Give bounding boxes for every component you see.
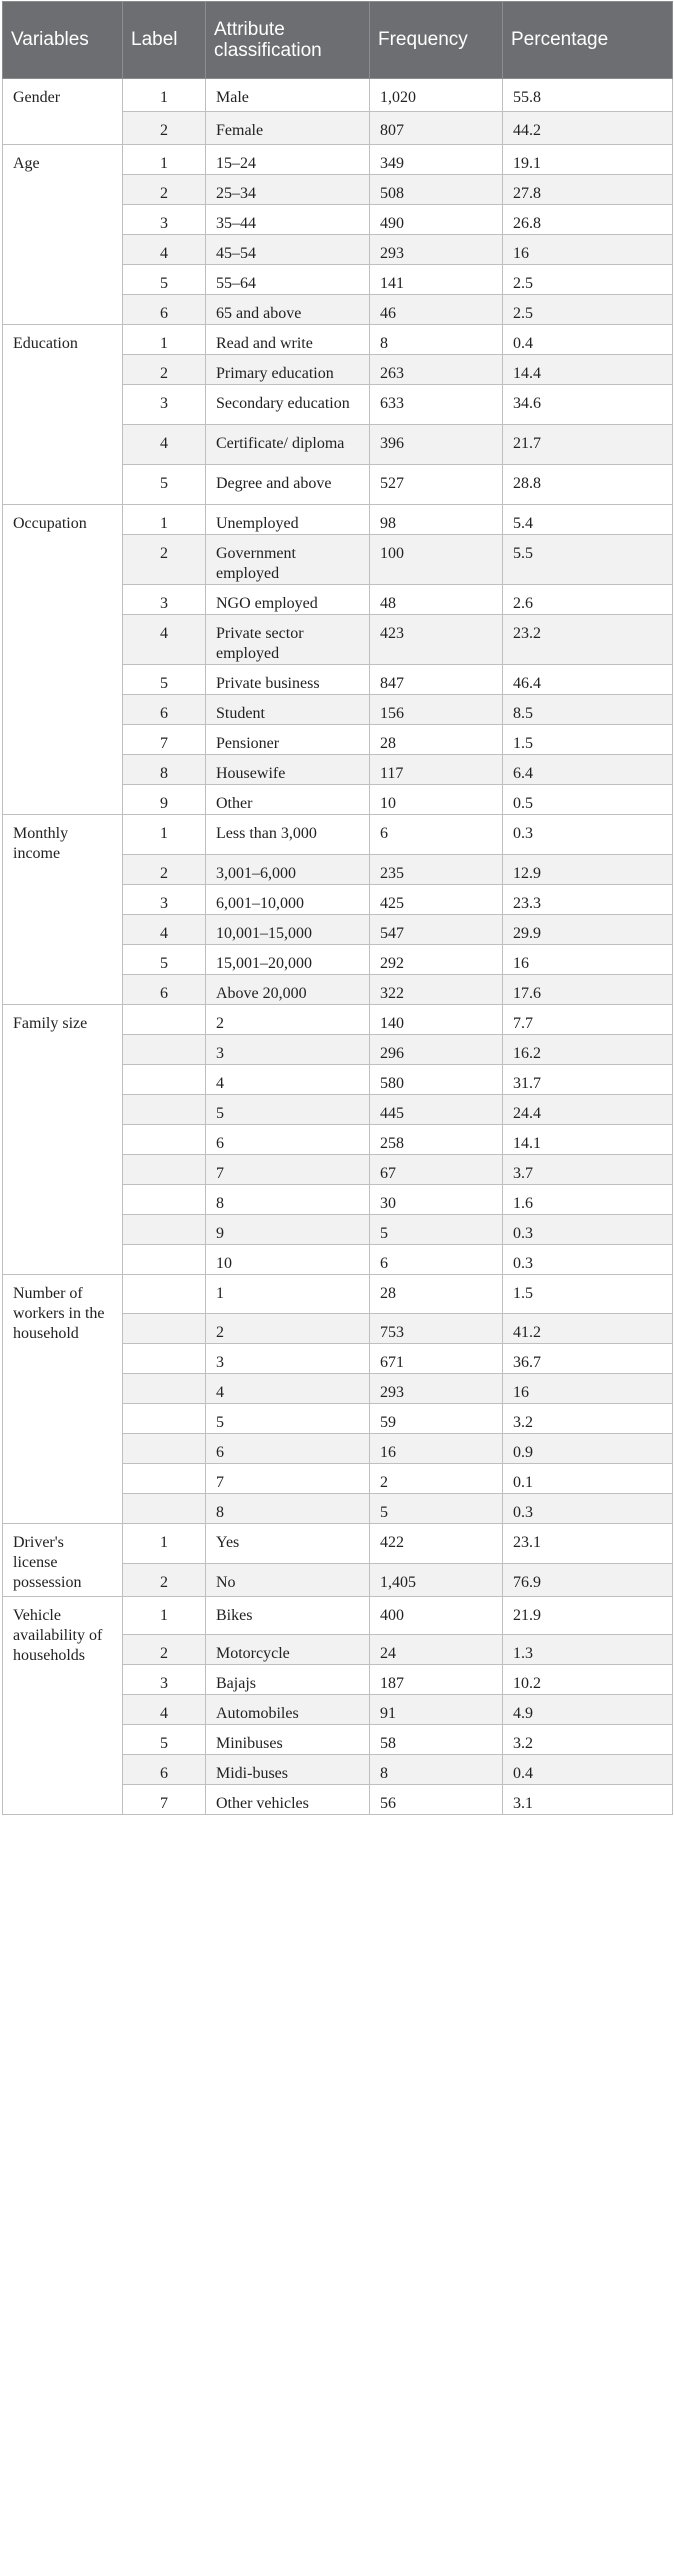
cell-attribute: 2 xyxy=(206,1005,370,1035)
cell-variable: Monthly income xyxy=(3,815,123,1005)
cell-frequency: 8 xyxy=(370,325,503,355)
cell-label: 1 xyxy=(123,1597,206,1635)
cell-percentage: 0.3 xyxy=(503,1494,673,1524)
cell-label: 7 xyxy=(123,725,206,755)
cell-attribute: 6 xyxy=(206,1125,370,1155)
cell-attribute: 6,001–10,000 xyxy=(206,885,370,915)
cell-frequency: 633 xyxy=(370,385,503,425)
cell-attribute: 15–24 xyxy=(206,145,370,175)
cell-label xyxy=(123,1005,206,1035)
cell-attribute: Yes xyxy=(206,1524,370,1564)
cell-label: 5 xyxy=(123,665,206,695)
table-body xyxy=(3,79,673,1815)
cell-attribute: 7 xyxy=(206,1464,370,1494)
cell-percentage: 0.3 xyxy=(503,1215,673,1245)
cell-attribute: 35–44 xyxy=(206,205,370,235)
header-variables: Variables xyxy=(3,2,123,79)
cell-label: 5 xyxy=(123,465,206,505)
cell-attribute: 3,001–6,000 xyxy=(206,855,370,885)
cell-frequency: 258 xyxy=(370,1125,503,1155)
cell-label: 4 xyxy=(123,425,206,465)
cell-attribute: 4 xyxy=(206,1374,370,1404)
cell-label xyxy=(123,1344,206,1374)
cell-attribute: NGO employed xyxy=(206,585,370,615)
cell-frequency: 292 xyxy=(370,945,503,975)
cell-frequency: 508 xyxy=(370,175,503,205)
cell-variable: Education xyxy=(3,325,123,505)
cell-attribute: Other xyxy=(206,785,370,815)
cell-attribute: 4 xyxy=(206,1065,370,1095)
cell-label: 5 xyxy=(123,265,206,295)
cell-frequency: 24 xyxy=(370,1635,503,1665)
cell-percentage: 1.3 xyxy=(503,1635,673,1665)
cell-label: 1 xyxy=(123,505,206,535)
header-frequency: Frequency xyxy=(370,2,503,79)
cell-attribute: Read and write xyxy=(206,325,370,355)
cell-percentage: 17.6 xyxy=(503,975,673,1005)
table-row xyxy=(3,1005,673,1035)
cell-label xyxy=(123,1494,206,1524)
cell-percentage: 1.5 xyxy=(503,1275,673,1314)
cell-attribute: 8 xyxy=(206,1494,370,1524)
cell-label: 2 xyxy=(123,112,206,145)
cell-attribute: 65 and above xyxy=(206,295,370,325)
cell-attribute: Bikes xyxy=(206,1597,370,1635)
cell-label: 3 xyxy=(123,1665,206,1695)
cell-percentage: 21.7 xyxy=(503,425,673,465)
cell-attribute: Unemployed xyxy=(206,505,370,535)
table-header xyxy=(3,2,673,79)
cell-attribute: Housewife xyxy=(206,755,370,785)
table-row xyxy=(3,1275,673,1314)
cell-label: 3 xyxy=(123,205,206,235)
cell-label: 2 xyxy=(123,175,206,205)
cell-label xyxy=(123,1374,206,1404)
cell-percentage: 46.4 xyxy=(503,665,673,695)
cell-label: 6 xyxy=(123,695,206,725)
cell-percentage: 3.2 xyxy=(503,1404,673,1434)
cell-percentage: 1.5 xyxy=(503,725,673,755)
cell-percentage: 26.8 xyxy=(503,205,673,235)
cell-attribute: Midi-buses xyxy=(206,1755,370,1785)
cell-frequency: 140 xyxy=(370,1005,503,1035)
cell-frequency: 293 xyxy=(370,235,503,265)
cell-label: 2 xyxy=(123,1635,206,1665)
header-row xyxy=(3,2,673,79)
cell-percentage: 23.3 xyxy=(503,885,673,915)
table-row xyxy=(3,145,673,175)
cell-label xyxy=(123,1215,206,1245)
cell-frequency: 263 xyxy=(370,355,503,385)
cell-frequency: 48 xyxy=(370,585,503,615)
cell-percentage: 12.9 xyxy=(503,855,673,885)
cell-frequency: 396 xyxy=(370,425,503,465)
cell-attribute: Automobiles xyxy=(206,1695,370,1725)
cell-label: 1 xyxy=(123,145,206,175)
cell-label: 5 xyxy=(123,945,206,975)
cell-attribute: 5 xyxy=(206,1404,370,1434)
cell-percentage: 14.1 xyxy=(503,1125,673,1155)
cell-attribute: Female xyxy=(206,112,370,145)
cell-label xyxy=(123,1065,206,1095)
cell-attribute: 1 xyxy=(206,1275,370,1314)
cell-label: 2 xyxy=(123,855,206,885)
cell-frequency: 6 xyxy=(370,1245,503,1275)
cell-percentage: 36.7 xyxy=(503,1344,673,1374)
cell-frequency: 296 xyxy=(370,1035,503,1065)
cell-frequency: 141 xyxy=(370,265,503,295)
cell-attribute: 45–54 xyxy=(206,235,370,265)
cell-label xyxy=(123,1095,206,1125)
cell-frequency: 400 xyxy=(370,1597,503,1635)
cell-label xyxy=(123,1125,206,1155)
cell-frequency: 56 xyxy=(370,1785,503,1815)
cell-label: 6 xyxy=(123,975,206,1005)
cell-frequency: 58 xyxy=(370,1725,503,1755)
cell-frequency: 59 xyxy=(370,1404,503,1434)
cell-variable: Gender xyxy=(3,79,123,145)
cell-variable: Vehicle availability of households xyxy=(3,1597,123,1815)
cell-attribute: Above 20,000 xyxy=(206,975,370,1005)
cell-frequency: 527 xyxy=(370,465,503,505)
cell-attribute: 3 xyxy=(206,1344,370,1374)
cell-frequency: 293 xyxy=(370,1374,503,1404)
cell-label: 6 xyxy=(123,1755,206,1785)
cell-percentage: 0.4 xyxy=(503,325,673,355)
cell-frequency: 10 xyxy=(370,785,503,815)
cell-frequency: 1,020 xyxy=(370,79,503,112)
cell-label: 4 xyxy=(123,235,206,265)
cell-label: 4 xyxy=(123,915,206,945)
cell-attribute: Government employed xyxy=(206,535,370,585)
cell-attribute: Less than 3,000 xyxy=(206,815,370,855)
cell-percentage: 7.7 xyxy=(503,1005,673,1035)
cell-label: 2 xyxy=(123,1564,206,1597)
cell-frequency: 807 xyxy=(370,112,503,145)
cell-percentage: 0.9 xyxy=(503,1434,673,1464)
cell-label: 1 xyxy=(123,325,206,355)
cell-frequency: 349 xyxy=(370,145,503,175)
cell-percentage: 27.8 xyxy=(503,175,673,205)
cell-frequency: 28 xyxy=(370,725,503,755)
cell-percentage: 0.3 xyxy=(503,1245,673,1275)
cell-percentage: 16 xyxy=(503,1374,673,1404)
cell-frequency: 445 xyxy=(370,1095,503,1125)
cell-percentage: 8.5 xyxy=(503,695,673,725)
cell-label: 1 xyxy=(123,79,206,112)
cell-attribute: Secondary education xyxy=(206,385,370,425)
cell-frequency: 547 xyxy=(370,915,503,945)
cell-percentage: 23.1 xyxy=(503,1524,673,1564)
cell-attribute: Minibuses xyxy=(206,1725,370,1755)
cell-frequency: 671 xyxy=(370,1344,503,1374)
cell-frequency: 156 xyxy=(370,695,503,725)
cell-frequency: 580 xyxy=(370,1065,503,1095)
table-row xyxy=(3,79,673,112)
cell-label: 4 xyxy=(123,615,206,665)
cell-percentage: 2.5 xyxy=(503,295,673,325)
cell-variable: Occupation xyxy=(3,505,123,815)
cell-percentage: 2.6 xyxy=(503,585,673,615)
cell-percentage: 0.3 xyxy=(503,815,673,855)
cell-percentage: 4.9 xyxy=(503,1695,673,1725)
cell-attribute: 9 xyxy=(206,1215,370,1245)
cell-frequency: 753 xyxy=(370,1314,503,1344)
cell-label: 2 xyxy=(123,535,206,585)
cell-percentage: 34.6 xyxy=(503,385,673,425)
cell-label: 6 xyxy=(123,295,206,325)
cell-percentage: 55.8 xyxy=(503,79,673,112)
cell-attribute: Degree and above xyxy=(206,465,370,505)
cell-attribute: No xyxy=(206,1564,370,1597)
cell-frequency: 5 xyxy=(370,1215,503,1245)
cell-attribute: Other vehicles xyxy=(206,1785,370,1815)
cell-frequency: 6 xyxy=(370,815,503,855)
cell-label: 4 xyxy=(123,1695,206,1725)
cell-attribute: 10,001–15,000 xyxy=(206,915,370,945)
cell-percentage: 1.6 xyxy=(503,1185,673,1215)
cell-label: 2 xyxy=(123,355,206,385)
header-label: Label xyxy=(123,2,206,79)
cell-percentage: 41.2 xyxy=(503,1314,673,1344)
cell-variable: Number of workers in the household xyxy=(3,1275,123,1524)
cell-percentage: 19.1 xyxy=(503,145,673,175)
cell-attribute: 8 xyxy=(206,1185,370,1215)
header-attribute-classification: Attribute classification xyxy=(206,2,370,79)
cell-attribute: 7 xyxy=(206,1155,370,1185)
cell-percentage: 10.2 xyxy=(503,1665,673,1695)
cell-attribute: 6 xyxy=(206,1434,370,1464)
cell-frequency: 16 xyxy=(370,1434,503,1464)
cell-label: 8 xyxy=(123,755,206,785)
cell-label xyxy=(123,1434,206,1464)
cell-attribute: 10 xyxy=(206,1245,370,1275)
cell-percentage: 31.7 xyxy=(503,1065,673,1095)
cell-label: 3 xyxy=(123,885,206,915)
cell-variable: Age xyxy=(3,145,123,325)
cell-percentage: 6.4 xyxy=(503,755,673,785)
table-row xyxy=(3,505,673,535)
cell-variable: Driver's license possession xyxy=(3,1524,123,1597)
cell-percentage: 2.5 xyxy=(503,265,673,295)
cell-percentage: 21.9 xyxy=(503,1597,673,1635)
cell-label xyxy=(123,1275,206,1314)
cell-attribute: Certificate/ diploma xyxy=(206,425,370,465)
cell-attribute: Primary education xyxy=(206,355,370,385)
cell-label xyxy=(123,1464,206,1494)
cell-percentage: 28.8 xyxy=(503,465,673,505)
cell-frequency: 46 xyxy=(370,295,503,325)
cell-label xyxy=(123,1185,206,1215)
cell-frequency: 28 xyxy=(370,1275,503,1314)
cell-frequency: 235 xyxy=(370,855,503,885)
cell-percentage: 0.4 xyxy=(503,1755,673,1785)
cell-frequency: 322 xyxy=(370,975,503,1005)
cell-frequency: 490 xyxy=(370,205,503,235)
cell-attribute: Pensioner xyxy=(206,725,370,755)
cell-label: 5 xyxy=(123,1725,206,1755)
cell-percentage: 16 xyxy=(503,235,673,265)
cell-percentage: 0.5 xyxy=(503,785,673,815)
cell-percentage: 5.4 xyxy=(503,505,673,535)
cell-frequency: 8 xyxy=(370,1755,503,1785)
cell-percentage: 29.9 xyxy=(503,915,673,945)
cell-label: 1 xyxy=(123,815,206,855)
table-row xyxy=(3,325,673,355)
cell-frequency: 5 xyxy=(370,1494,503,1524)
data-table xyxy=(2,1,673,1815)
cell-attribute: 15,001–20,000 xyxy=(206,945,370,975)
cell-percentage: 44.2 xyxy=(503,112,673,145)
cell-percentage: 76.9 xyxy=(503,1564,673,1597)
cell-frequency: 423 xyxy=(370,615,503,665)
cell-label xyxy=(123,1035,206,1065)
cell-percentage: 0.1 xyxy=(503,1464,673,1494)
cell-label: 3 xyxy=(123,385,206,425)
cell-frequency: 847 xyxy=(370,665,503,695)
cell-label xyxy=(123,1404,206,1434)
cell-attribute: 5 xyxy=(206,1095,370,1125)
cell-label xyxy=(123,1245,206,1275)
cell-percentage: 16 xyxy=(503,945,673,975)
cell-label xyxy=(123,1314,206,1344)
cell-attribute: Bajajs xyxy=(206,1665,370,1695)
table-row xyxy=(3,815,673,855)
cell-attribute: Student xyxy=(206,695,370,725)
cell-attribute: 25–34 xyxy=(206,175,370,205)
cell-frequency: 67 xyxy=(370,1155,503,1185)
cell-attribute: 2 xyxy=(206,1314,370,1344)
cell-attribute: 55–64 xyxy=(206,265,370,295)
cell-attribute: Motorcycle xyxy=(206,1635,370,1665)
cell-percentage: 3.2 xyxy=(503,1725,673,1755)
cell-frequency: 422 xyxy=(370,1524,503,1564)
header-percentage: Percentage xyxy=(503,2,673,79)
cell-percentage: 24.4 xyxy=(503,1095,673,1125)
cell-label: 7 xyxy=(123,1785,206,1815)
cell-frequency: 98 xyxy=(370,505,503,535)
cell-percentage: 3.7 xyxy=(503,1155,673,1185)
cell-percentage: 5.5 xyxy=(503,535,673,585)
cell-label: 3 xyxy=(123,585,206,615)
table-row xyxy=(3,1524,673,1564)
cell-attribute: 3 xyxy=(206,1035,370,1065)
cell-label xyxy=(123,1155,206,1185)
cell-percentage: 16.2 xyxy=(503,1035,673,1065)
cell-label: 9 xyxy=(123,785,206,815)
cell-frequency: 1,405 xyxy=(370,1564,503,1597)
cell-frequency: 100 xyxy=(370,535,503,585)
cell-percentage: 23.2 xyxy=(503,615,673,665)
cell-variable: Family size xyxy=(3,1005,123,1275)
cell-attribute: Male xyxy=(206,79,370,112)
cell-attribute: Private sector employed xyxy=(206,615,370,665)
cell-percentage: 14.4 xyxy=(503,355,673,385)
cell-percentage: 3.1 xyxy=(503,1785,673,1815)
cell-frequency: 425 xyxy=(370,885,503,915)
cell-frequency: 117 xyxy=(370,755,503,785)
cell-frequency: 91 xyxy=(370,1695,503,1725)
cell-frequency: 2 xyxy=(370,1464,503,1494)
cell-attribute: Private business xyxy=(206,665,370,695)
cell-label: 1 xyxy=(123,1524,206,1564)
cell-frequency: 187 xyxy=(370,1665,503,1695)
cell-frequency: 30 xyxy=(370,1185,503,1215)
table-row xyxy=(3,1597,673,1635)
